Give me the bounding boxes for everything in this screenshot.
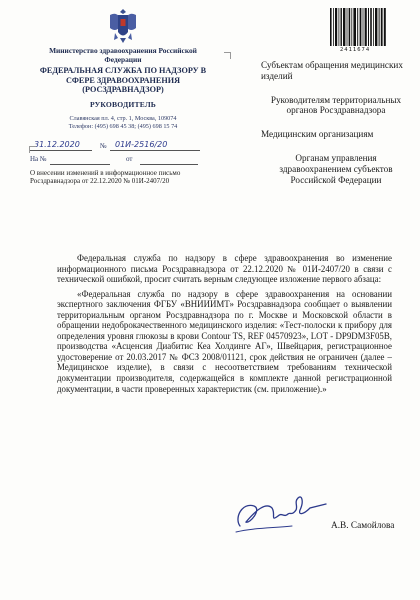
recipient-item: Субъектам обращения медицинских изделий xyxy=(261,60,403,81)
recipient-item: Органам управления здравоохранением субъектов Российской Федерации xyxy=(279,152,393,185)
number-label: № xyxy=(100,142,107,150)
barcode-number: 2411674 xyxy=(340,47,371,53)
reference-label: На № xyxy=(30,155,47,163)
body-paragraph: Федеральная служба по надзору в сфере здравоохранения во изменение информационного письма Росздравнадзора от 22.12.2020 № 01И-2407/20 в связи с технической ошибкой, просит считать верным следующее изложение первого абзаца: xyxy=(57,253,392,285)
phone-line: Телефон: (495) 698 45 38; (495) 698 15 74 xyxy=(68,122,178,130)
address-line: Славянская пл. 4, стр. 1, Москва, 109074 xyxy=(69,115,177,123)
date-underline xyxy=(30,150,92,151)
subject-line: О внесении изменений в информационное письмо Росздравнадзора от 22.12.2020 № 01И-2407/20 xyxy=(30,169,181,185)
registration-number: 01И-2516/20 xyxy=(115,140,168,149)
service-name: ФЕДЕРАЛЬНАЯ СЛУЖБА ПО НАДЗОРУ В СФЕРЕ ЗДРАВООХРАНЕНИЯ (РОСЗДРАВНАДЗОР) xyxy=(39,66,207,94)
barcode-icon xyxy=(330,8,386,46)
letterhead xyxy=(38,6,208,130)
coat-of-arms-icon xyxy=(106,6,140,44)
from-label: от xyxy=(126,155,133,163)
from-underline xyxy=(140,164,198,165)
number-underline xyxy=(110,150,200,151)
signer-name: А.В. Самойлова xyxy=(331,521,395,531)
reference-underline xyxy=(50,164,110,165)
corner-mark xyxy=(29,146,36,153)
letter-body xyxy=(57,253,392,398)
ministry-name: Министерство здравоохранения Российской Федерации xyxy=(49,46,197,64)
body-paragraph: «Федеральная служба по надзору в сфере здравоохранения на основании экспертного заключения ФГБУ «ВНИИИМТ» Росздравнадзора сообщает о выявлении территориальным органом Росздравнадзора по г. Москве и Московской области в обращении недоброкачественного медицинского изделия: «Тест-полоски к прибору для определения уровня глюкозы в крови Contour TS, REF 04570923», LOT - DP9DM3F05B, производства «Асценсия Диабитис Кеа Холдинге АГ», Швейцария, регистрационное удостоверение от 20.03.2017 № ФСЗ 2008/01121, срок действия не ограничен (далее – Медицинское изделие), в связи с несоответствием требованиям технической документации производителя, содержащейся в комплекте данной регистрационной документации, в части проверенных характеристик (см. приложение).» xyxy=(57,288,392,394)
recipient-item: Медицинским организациям xyxy=(261,129,374,140)
registration-date: 31.12.2020 xyxy=(34,140,80,149)
corner-mark xyxy=(224,52,231,59)
recipients-block xyxy=(261,60,411,198)
recipient-item: Руководителям территориальных органов Росздравнадзора xyxy=(270,94,402,116)
handwritten-signature-icon xyxy=(232,488,330,536)
leadership-title: РУКОВОДИТЕЛЬ xyxy=(89,100,157,110)
address xyxy=(38,115,208,129)
